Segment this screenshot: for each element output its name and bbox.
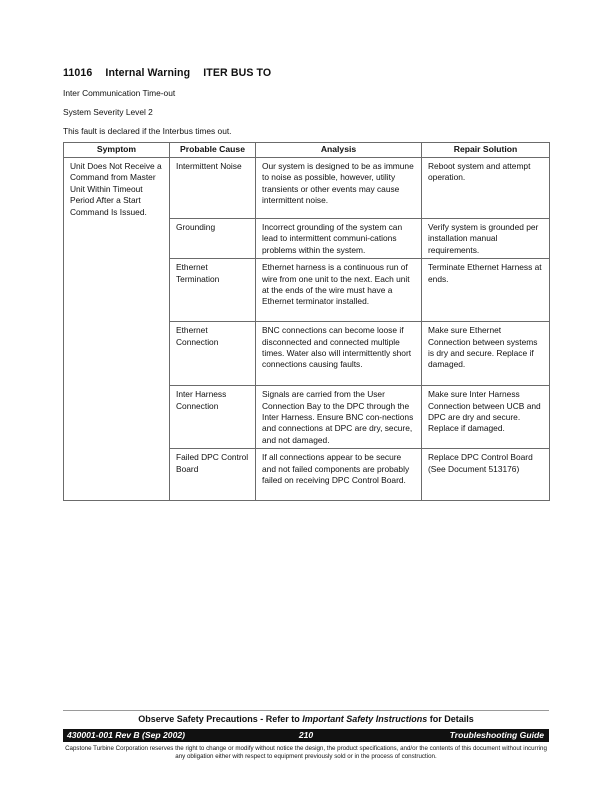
page-number: 210 — [298, 730, 314, 740]
solution-cell: Terminate Ethernet Harness at ends. — [422, 259, 550, 322]
safety-prefix: Observe Safety Precautions - Refer to — [138, 714, 303, 724]
footer-divider — [63, 710, 549, 711]
fault-severity: System Severity Level 2 — [63, 107, 153, 117]
table-header-row — [64, 143, 550, 158]
header-analysis: Analysis — [256, 143, 422, 158]
analysis-cell: Our system is designed to be as immune to noise as possible, however, utility transients or other events may cause intermittent noise. — [256, 158, 422, 219]
table-row — [64, 158, 550, 219]
header-symptom: Symptom — [64, 143, 170, 158]
fault-heading — [63, 67, 271, 79]
fault-name: ITER BUS TO — [203, 67, 272, 79]
fault-declared-text: This fault is declared if the Interbus times out. — [63, 126, 232, 136]
fault-type: Internal Warning — [105, 67, 191, 79]
analysis-cell: Signals are carried from the User Connection Bay to the DPC through the Inter Harness. Ensure BNC con-nections and connections at DPC are dry, secure, and not damaged. — [256, 386, 422, 449]
analysis-cell: BNC connections can become loose if disconnected and connected multiple times. Water also will intermittently short connections causing faults. — [256, 322, 422, 386]
solution-cell: Verify system is grounded per installation manual requirements. — [422, 219, 550, 259]
solution-cell: Replace DPC Control Board (See Document 513176) — [422, 449, 550, 501]
safety-suffix: for Details — [427, 714, 474, 724]
solution-cell: Make sure Inter Harness Connection between UCB and DPC are dry and secure. Replace if damaged. — [422, 386, 550, 449]
safety-note — [0, 714, 612, 724]
troubleshooting-table — [63, 142, 550, 501]
header-repair-solution: Repair Solution — [422, 143, 550, 158]
document-id: 430001-001 Rev B (Sep 2002) — [67, 730, 186, 740]
fault-description: Inter Communication Time-out — [63, 88, 176, 98]
header-probable-cause: Probable Cause — [170, 143, 256, 158]
cause-cell: Inter Harness Connection — [170, 386, 256, 449]
footer-bar — [63, 729, 549, 742]
safety-instructions-link: Important Safety Instructions — [302, 714, 428, 724]
symptom-cell: Unit Does Not Receive a Command from Master Unit Within Timeout Period After a Start Command Is Issued. — [64, 158, 170, 501]
guide-title: Troubleshooting Guide — [449, 730, 544, 740]
fault-code: 11016 — [63, 67, 93, 79]
solution-cell: Make sure Ethernet Connection between systems is dry and secure. Replace if damaged. — [422, 322, 550, 386]
legal-disclaimer: Capstone Turbine Corporation reserves the right to change or modify without notice the design, the product specifications, and/or the contents of this document without incurring any obligation either with respect to equipment previously sold or in the process of construction. — [65, 745, 547, 760]
cause-cell: Intermittent Noise — [170, 158, 256, 219]
cause-cell: Ethernet Connection — [170, 322, 256, 386]
cause-cell: Grounding — [170, 219, 256, 259]
analysis-cell: If all connections appear to be secure and not failed components are probably failed on receiving DPC Control Board. — [256, 449, 422, 501]
cause-cell: Failed DPC Control Board — [170, 449, 256, 501]
analysis-cell: Ethernet harness is a continuous run of wire from one unit to the next. Each unit at the ends of the wire must have a Ethernet terminator installed. — [256, 259, 422, 322]
analysis-cell: Incorrect grounding of the system can lead to intermittent communi-cations problems within the system. — [256, 219, 422, 259]
solution-cell: Reboot system and attempt operation. — [422, 158, 550, 219]
cause-cell: Ethernet Termination — [170, 259, 256, 322]
